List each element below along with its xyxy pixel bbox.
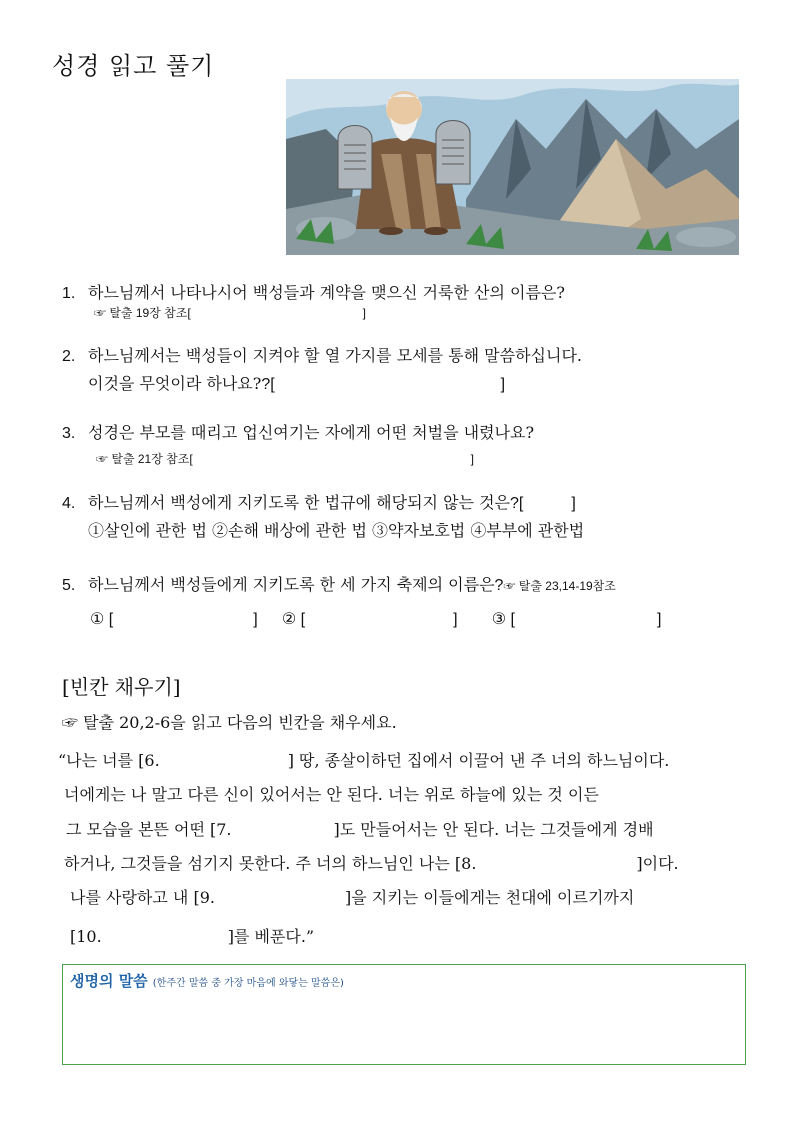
passage-text: ] 땅, 종살이하던 집에서 이끌어 낸 주 너의 하느님이다. [287,751,670,770]
moses-illustration [286,79,739,255]
passage-text: ]이다. [636,854,679,873]
fill-blank-title: [빈칸 채우기] [62,675,181,699]
passage-text: [10. [70,927,102,946]
blank-2-close: ] [453,611,458,628]
answer-bracket-open: [ [189,452,193,466]
question-text-2: 이것을 무엇이라 하나요? [88,374,262,393]
question-5 [62,572,616,599]
question-number: 2. [62,348,76,365]
passage-text: ]을 지키는 이들에게는 천대에 이르기까지 [344,888,635,907]
blank-3-close: ] [656,611,662,628]
blank-1-close: ] [253,611,258,628]
question-text: 하느님께서 백성들에게 지키도록 한 세 가지 축제의 이름은 [88,575,495,594]
question-3-hint-row [96,450,474,467]
answer-bracket-close: ] [571,495,576,512]
word-of-life-title: 생명의 말씀 [70,972,148,990]
question-4 [62,490,576,517]
passage-text: ]를 베푼다.” [227,927,315,946]
answer-bracket-close: ] [362,306,366,320]
passage-text: “나는 너를 [6. [58,751,160,770]
answer-bracket-close: ] [500,376,506,393]
question-2-line2 [88,371,505,398]
passage-text: 너에게는 나 말고 다른 신이 있어서는 안 된다. 너는 위로 하늘에 있는 것 이든 [64,785,599,804]
question-text: 하느님께서 나타나시어 백성들과 계약을 맺으신 거룩한 산의 이름은? [88,283,565,302]
question-number: 4. [62,495,76,512]
passage-text: 나를 사랑하고 내 [9. [70,888,215,907]
passage-line [70,885,634,908]
hint-text: ☞ 탈출 23,14-19참조 [503,579,616,593]
passage-text: ]도 만들어서는 안 된다. 너는 그것들에게 경배 [333,820,654,839]
question-4-options: ①살인에 관한 법 ②손해 배상에 관한 법 ③약자보호법 ④부부에 관한법 [88,521,585,540]
passage-text: 그 모습을 본뜬 어떤 [7. [66,820,232,839]
passage-line [58,748,669,771]
answer-bracket-open: ?[ [261,376,275,393]
answer-bracket-open: ?[ [510,495,524,512]
word-of-life-box[interactable] [62,964,746,1065]
question-5-blanks [90,606,661,633]
hint-text: ☞ 탈출 19장 참조 [94,306,188,320]
question-number: 3. [62,425,76,442]
passage-line [66,817,654,840]
blank-1-open: ① [ [90,611,114,628]
question-text: 성경은 부모를 때리고 업신여기는 자에게 어떤 처벌을 내렸나요? [88,423,535,442]
question-text: 하느님께서는 백성들이 지켜야 할 열 가지를 모세를 통해 말씀하십니다. [88,346,582,365]
question-1-hint-row [94,304,366,321]
question-number: 5. [62,577,76,594]
passage-text: 하거나, 그것들을 섬기지 못한다. 주 너의 하느님인 나는 [8. [64,854,477,873]
word-of-life-subtitle: (한주간 말씀 중 가장 마음에 와닿는 말씀은) [152,978,344,989]
question-2 [62,343,582,370]
blank-3-open: ③ [ [491,611,515,628]
question-mark: ? [494,577,504,594]
fill-blank-instruction: ☞ 탈출 20,2-6을 읽고 다음의 빈칸을 채우세요. [62,713,397,732]
question-3 [62,420,534,447]
answer-bracket-open: [ [187,306,191,320]
blank-2-open: ② [ [281,611,306,628]
question-number: 1. [62,285,76,302]
passage-line [70,924,314,947]
hint-text: ☞ 탈출 21장 참조 [96,452,190,466]
word-of-life-header [70,970,344,991]
page-title: 성경 읽고 풀기 [52,52,215,80]
question-text: 하느님께서 백성에게 지키도록 한 법규에 해당되지 않는 것은 [88,493,511,512]
question-1 [62,280,565,307]
answer-bracket-close: ] [470,452,474,466]
passage-line [64,851,679,874]
passage-line [64,782,599,805]
